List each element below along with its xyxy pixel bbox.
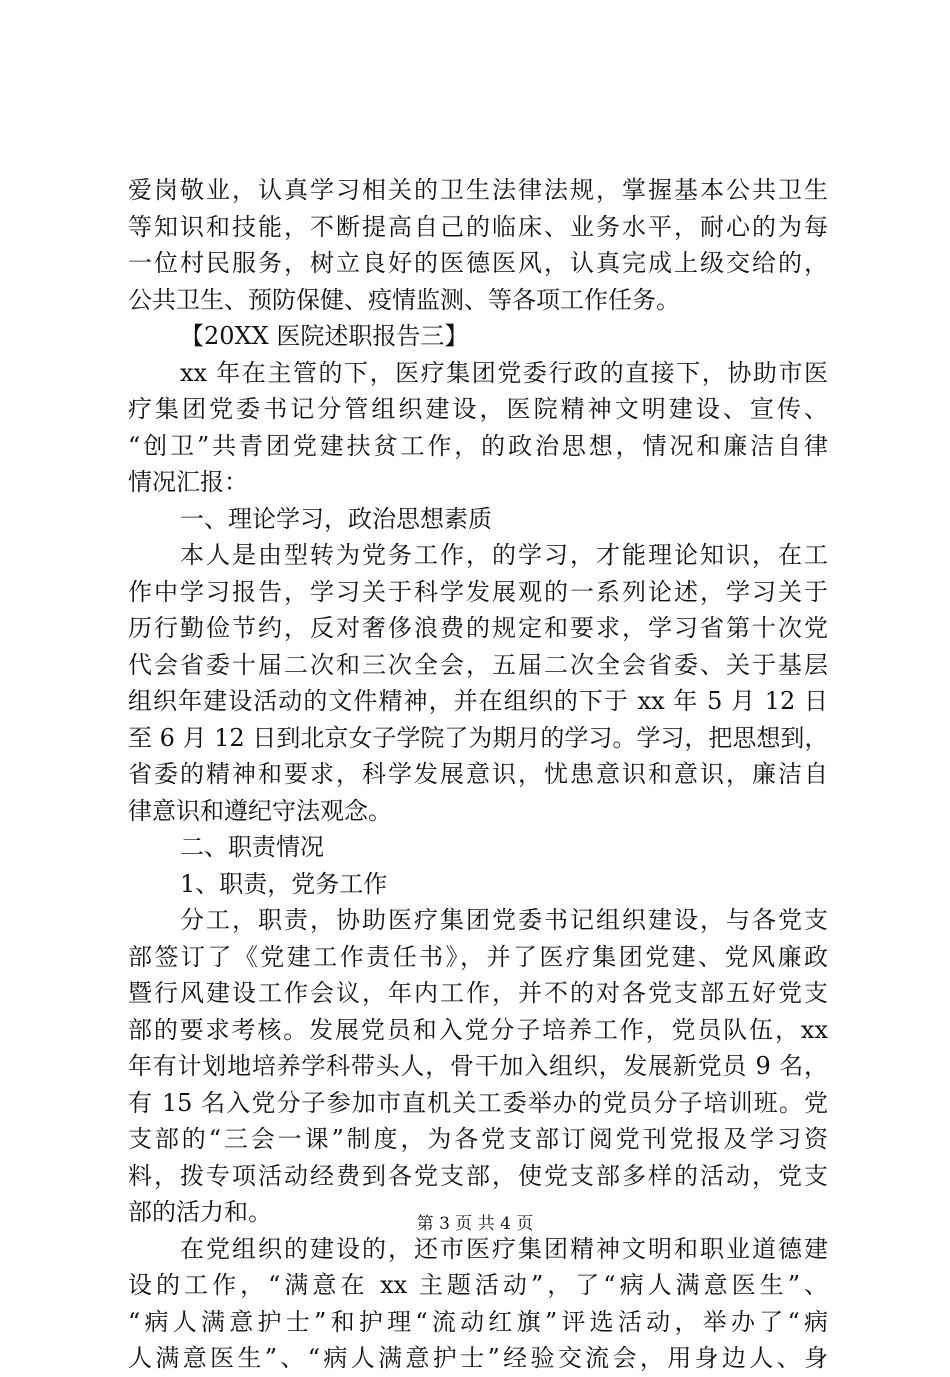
text-line: 律意识和遵纪守法观念。 — [128, 796, 392, 825]
text-line: 有 15 名入党分子参加市直机关工委举办的党员分子培训班。党 — [128, 1088, 828, 1117]
document-body — [128, 172, 828, 1377]
text-line: 人满意医生”、“病人满意护士”经验交流会，用身边人、身 — [128, 1344, 828, 1372]
text-line: 情况汇报： — [128, 468, 248, 496]
text-line: 设的工作，“满意在 xx 主题活动”，了“病人满意医生”、 — [128, 1271, 828, 1299]
page-number: 第 3 页 共 4 页 — [416, 1214, 534, 1234]
text-line: 1、职责，党务工作 — [180, 869, 388, 898]
text-line: 一、理论学习，政治思想素质 — [180, 504, 492, 533]
text-line: 【20XX 医院述职报告三】 — [180, 322, 469, 350]
text-line: 部的要求考核。发展党员和入党分子培养工作，党员队伍，xx — [128, 1015, 828, 1044]
text-line: 部签订了《党建工作责任书》，并了医疗集团党建、党风廉政 — [128, 942, 828, 971]
text-line: 组织年建设活动的文件精神，并在组织的下于 xx 年 5 月 12 日 — [128, 687, 828, 715]
text-line: 公共卫生、预防保健、疫情监测、等各项工作任务。 — [128, 285, 680, 314]
text-line: 部的活力和。 — [128, 1198, 272, 1226]
text-line: xx 年在主管的下，医疗集团党委行政的直接下，协助市医 — [180, 358, 828, 387]
text-line: 代会省委十届二次和三次全会，五届二次全会省委、关于基层 — [128, 650, 828, 679]
text-line: 在党组织的建设的，还市医疗集团精神文明和职业道德建 — [180, 1234, 828, 1263]
text-line: 疗集团党委书记分管组织建设，医院精神文明建设、宣传、 — [128, 395, 828, 423]
text-line: 一位村民服务，树立良好的医德医风，认真完成上级交给的， — [128, 249, 828, 277]
text-line: 支部的“三会一课”制度，为各党支部订阅党刊党报及学习资 — [128, 1125, 828, 1153]
text-line: 本人是由型转为党务工作，的学习，才能理论知识，在工 — [180, 541, 828, 569]
text-line: 省委的精神和要求，科学发展意识，忧患意识和意识，廉洁自 — [128, 760, 828, 788]
text-line: 暨行风建设工作会议，年内工作，并不的对各党支部五好党支 — [128, 979, 828, 1007]
text-line: “病人满意护士”和护理“流动红旗”评选活动，举办了“病 — [128, 1307, 828, 1336]
text-line: 爱岗敬业，认真学习相关的卫生法律法规，掌握基本公共卫生 — [128, 176, 828, 204]
text-line: 料，拨专项活动经费到各党支部，使党支部多样的活动，党支 — [128, 1161, 828, 1190]
text-line: 历行勤俭节约，反对奢侈浪费的规定和要求，学习省第十次党 — [128, 614, 828, 642]
text-line: 年有计划地培养学科带头人，骨干加入组织，发展新党员 9 名， — [128, 1052, 828, 1080]
text-line: 至 6 月 12 日到北京女子学院了为期月的学习。学习，把思想到， — [128, 723, 829, 752]
page-footer — [0, 1212, 950, 1236]
text-line: 作中学习报告，学习关于科学发展观的一系列论述，学习关于 — [128, 577, 828, 606]
text-line: “创卫”共青团党建扶贫工作，的政治思想，情况和廉洁自律 — [128, 431, 828, 460]
text-line: 等知识和技能，不断提高自己的临床、业务水平，耐心的为每 — [128, 212, 828, 241]
text-line: 分工，职责，协助医疗集团党委书记组织建设，与各党支 — [180, 906, 828, 934]
text-line: 二、职责情况 — [180, 833, 324, 861]
